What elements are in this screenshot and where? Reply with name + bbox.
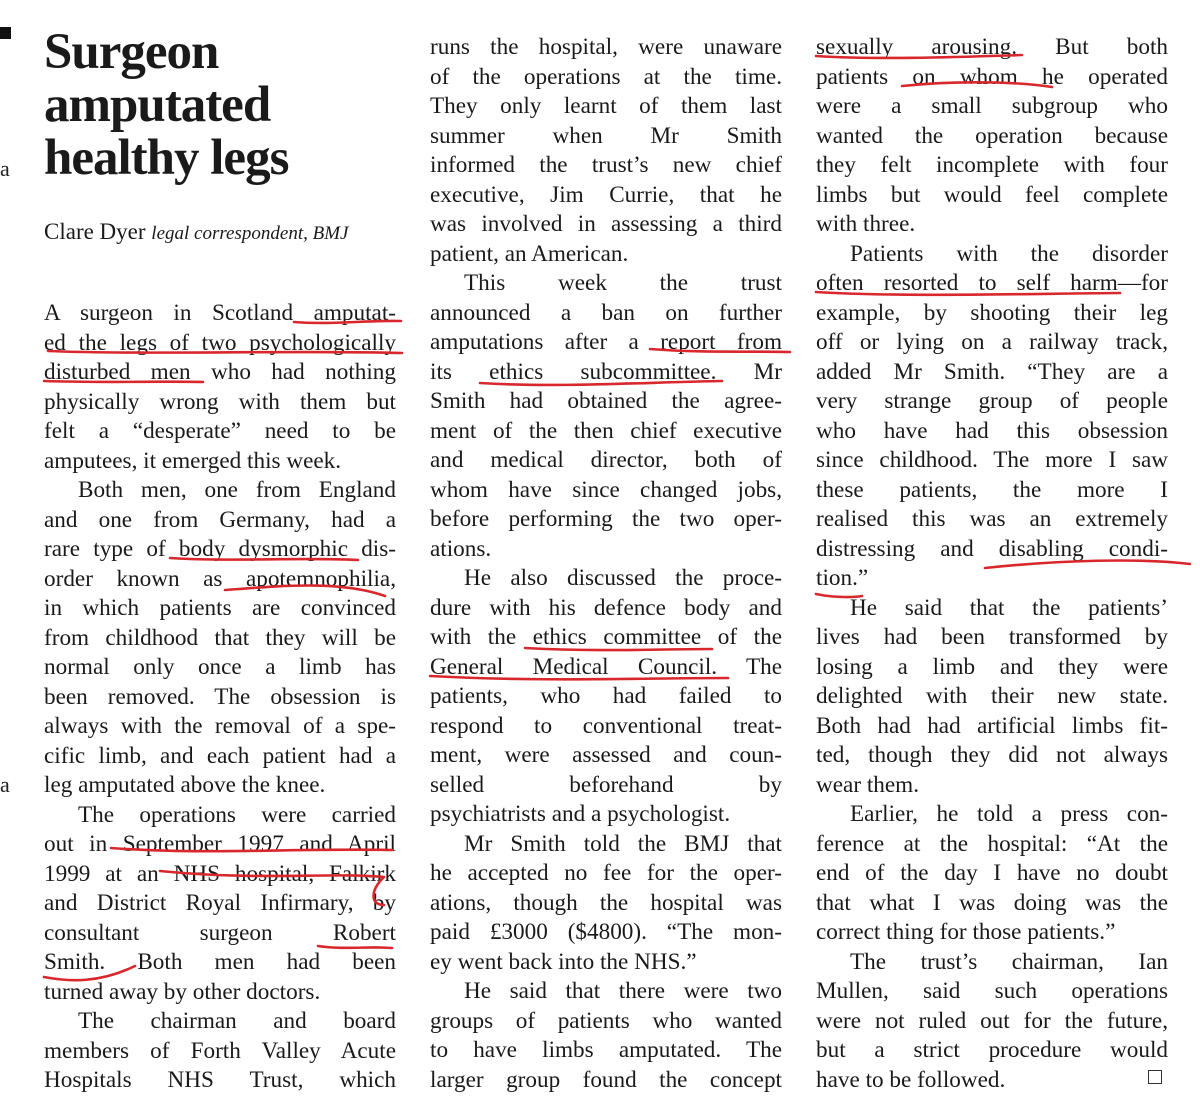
column-text bbox=[430, 33, 782, 1095]
text-line: tion.” bbox=[816, 565, 869, 591]
text-line: amputees, it emerged this week. bbox=[44, 447, 342, 474]
column-text bbox=[44, 299, 396, 1096]
text-line: Earlier, he told a press con- bbox=[850, 801, 1168, 827]
text-line: sexually arousing. But both bbox=[816, 34, 1168, 60]
text-line: have to be followed. bbox=[816, 1066, 1006, 1093]
text-line: these patients, the more I bbox=[816, 476, 1168, 503]
text-line: whom have since changed jobs, bbox=[430, 476, 782, 503]
text-line: selled beforehand by bbox=[430, 771, 782, 798]
text-line: summer when Mr Smith bbox=[430, 122, 782, 149]
text-line: groups of patients who wanted bbox=[430, 1007, 782, 1034]
text-line: ference at the hospital: “At the bbox=[816, 830, 1168, 857]
text-line: with three. bbox=[816, 211, 916, 237]
text-line: very strange group of people bbox=[816, 388, 1168, 414]
text-line: out in September 1997 and April bbox=[44, 831, 396, 857]
author-role: legal correspondent, BMJ bbox=[151, 223, 349, 244]
text-line: leg amputated above the knee. bbox=[44, 772, 326, 798]
text-line: amputations after a report from bbox=[430, 329, 782, 355]
text-line: Mr Smith told the BMJ that bbox=[464, 830, 782, 857]
text-line: larger group found the concept bbox=[430, 1066, 782, 1093]
text-line: informed the trust’s new chief bbox=[430, 152, 782, 178]
text-line: off or lying on a railway track, bbox=[816, 329, 1168, 355]
text-line: they felt incomplete with four bbox=[816, 152, 1168, 178]
text-line: ey went back into the NHS.” bbox=[430, 948, 697, 975]
text-line: physically wrong with them but bbox=[44, 388, 396, 415]
text-line: and one from Germany, had a bbox=[44, 506, 396, 533]
text-line: losing a limb and they were bbox=[816, 653, 1168, 680]
text-line: end of the day I have no doubt bbox=[816, 860, 1168, 886]
text-line: This week the trust bbox=[464, 270, 782, 296]
text-line: members of Forth Valley Acute bbox=[44, 1037, 396, 1064]
text-line: executive, Jim Currie, that he bbox=[430, 181, 782, 208]
byline bbox=[44, 218, 348, 248]
text-line: were not ruled out for the future, bbox=[816, 1007, 1168, 1034]
text-line: wanted the operation because bbox=[816, 122, 1168, 149]
text-line: delighted with their new state. bbox=[816, 683, 1168, 709]
author-name: Clare Dyer bbox=[44, 219, 146, 244]
text-line: often resorted to self harm—for bbox=[816, 270, 1168, 296]
text-line: before performing the two oper- bbox=[430, 506, 782, 532]
text-line: respond to conventional treat- bbox=[430, 712, 782, 739]
text-line: Hospitals NHS Trust, which bbox=[44, 1067, 396, 1093]
text-line: Both had had artificial limbs fit- bbox=[816, 712, 1168, 739]
text-line: realised this was an extremely bbox=[816, 506, 1168, 532]
text-line: was involved in assessing a third bbox=[430, 211, 782, 237]
text-line: limbs but would feel complete bbox=[816, 181, 1168, 208]
text-line: They only learnt of them last bbox=[430, 93, 782, 119]
text-line: ted, though they did not always bbox=[816, 742, 1168, 768]
text-line: felt a “desperate” need to be bbox=[44, 418, 396, 444]
text-line: normal only once a limb has bbox=[44, 654, 396, 680]
text-line: ed the legs of two psychologically bbox=[44, 329, 396, 356]
text-line: psychiatrists and a psychologist. bbox=[430, 801, 731, 827]
text-line: cific limb, and each patient had a bbox=[44, 742, 396, 769]
text-line: turned away by other doctors. bbox=[44, 978, 321, 1005]
text-line: He said that there were two bbox=[464, 978, 782, 1004]
text-line: ment, were assessed and coun- bbox=[430, 742, 782, 768]
text-line: since childhood. The more I saw bbox=[816, 447, 1168, 473]
text-line: runs the hospital, were unaware bbox=[430, 34, 782, 60]
text-line: example, by shooting their leg bbox=[816, 299, 1168, 326]
text-line: in which patients are convinced bbox=[44, 595, 396, 621]
text-line: General Medical Council. The bbox=[430, 653, 782, 680]
text-line: of the operations at the time. bbox=[430, 63, 782, 90]
text-line: disturbed men who had nothing bbox=[44, 359, 396, 385]
text-line: The trust’s chairman, Ian bbox=[850, 948, 1168, 975]
text-line: consultant surgeon Robert bbox=[44, 919, 396, 946]
text-line: always with the removal of a spe- bbox=[44, 713, 396, 739]
text-line: and medical director, both of bbox=[430, 447, 782, 473]
cropped-edge-letter: a bbox=[0, 156, 10, 181]
text-line: added Mr Smith. “They are a bbox=[816, 358, 1168, 385]
text-line: from childhood that they will be bbox=[44, 624, 396, 651]
text-line: but a strict procedure would bbox=[816, 1037, 1168, 1063]
text-line: that what I was doing was the bbox=[816, 889, 1168, 916]
text-line: distressing and disabling condi- bbox=[816, 535, 1168, 562]
text-line: Both men, one from England bbox=[78, 477, 396, 503]
article-end-mark bbox=[1148, 1070, 1162, 1084]
text-line: Smith. Both men had been bbox=[44, 949, 396, 975]
text-line: been removed. The obsession is bbox=[44, 683, 396, 710]
text-line: were a small subgroup who bbox=[816, 93, 1168, 119]
cropped-edge-letter: a bbox=[0, 772, 10, 797]
text-line: rare type of body dysmorphic dis- bbox=[44, 536, 396, 562]
text-line: Patients with the disorder bbox=[850, 240, 1168, 267]
text-line: wear them. bbox=[816, 771, 920, 798]
text-line: ations, though the hospital was bbox=[430, 889, 782, 916]
text-line: 1999 at an NHS hospital, Falkirk bbox=[44, 860, 396, 887]
text-line: he accepted no fee for the oper- bbox=[430, 860, 782, 886]
text-line: patients, who had failed to bbox=[430, 683, 782, 709]
text-line: Mullen, said such operations bbox=[816, 978, 1168, 1004]
text-line: its ethics subcommittee. Mr bbox=[430, 358, 782, 385]
text-line: ment of the then chief executive bbox=[430, 417, 782, 444]
text-line: A surgeon in Scotland amputat- bbox=[44, 300, 396, 326]
text-line: He also discussed the proce- bbox=[464, 565, 782, 591]
text-line: correct thing for those patients.” bbox=[816, 919, 1116, 945]
text-line: dure with his defence body and bbox=[430, 594, 782, 621]
text-line: patient, an American. bbox=[430, 240, 629, 267]
text-line: to have limbs amputated. The bbox=[430, 1037, 782, 1063]
text-line: with the ethics committee of the bbox=[430, 624, 782, 650]
text-line: and District Royal Infirmary, by bbox=[44, 890, 396, 916]
text-line: order known as apotemnophilia, bbox=[44, 565, 396, 592]
text-line: lives had been transformed by bbox=[816, 624, 1168, 650]
text-line: announced a ban on further bbox=[430, 299, 782, 326]
text-line: The chairman and board bbox=[78, 1008, 396, 1034]
text-line: The operations were carried bbox=[78, 801, 396, 828]
text-line: ations. bbox=[430, 535, 492, 562]
cropped-edge-mark bbox=[0, 27, 11, 39]
text-line: who have had this obsession bbox=[816, 417, 1168, 444]
headline: Surgeon amputated healthy legs bbox=[44, 24, 289, 186]
text-line: paid £3000 ($4800). “The mon- bbox=[430, 919, 782, 945]
text-line: He said that the patients’ bbox=[850, 594, 1168, 621]
column-text bbox=[816, 33, 1168, 1095]
text-line: Smith had obtained the agree- bbox=[430, 388, 782, 414]
text-line: patients on whom he operated bbox=[816, 63, 1168, 90]
